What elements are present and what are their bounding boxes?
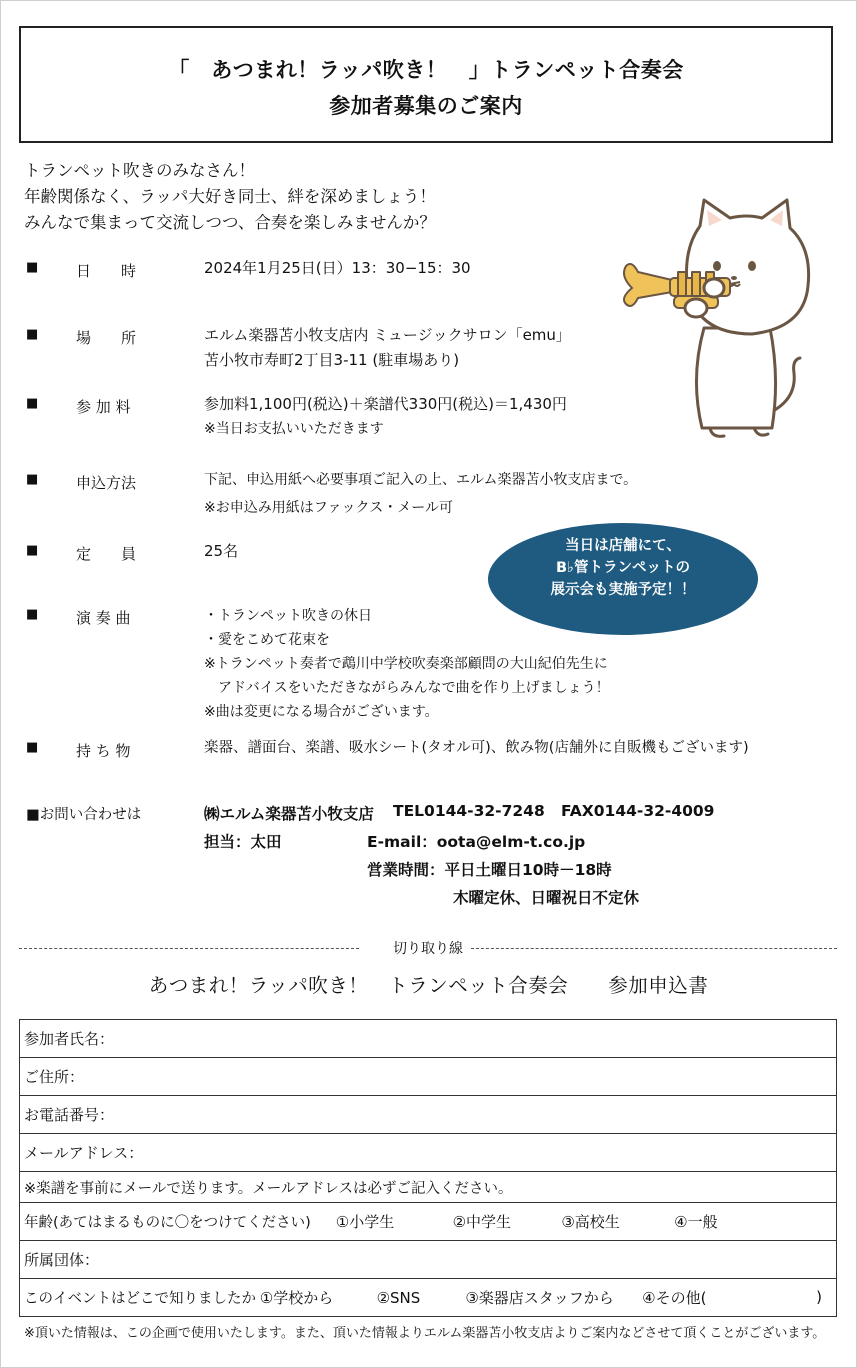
apply-note: ※お申込み用紙はファックス・メール可 — [204, 500, 454, 516]
bullet: ■ — [26, 396, 39, 411]
address-field-label: ご住所： — [24, 1068, 85, 1086]
business-hours: 営業時間：平日土曜日10時－18時 — [367, 861, 612, 879]
callout-line: B♭管トランペットの — [556, 560, 690, 576]
phone-field-label: お電話番号： — [24, 1106, 115, 1124]
source-option[interactable]: ③楽器店スタッフから — [465, 1289, 614, 1307]
bullet: ■ — [26, 607, 39, 622]
contact-label: ■お問い合わせは — [26, 807, 142, 823]
source-field-label: このイベントはどこで知りましたか — [24, 1291, 256, 1307]
source-field[interactable] — [20, 1279, 837, 1317]
page-subtitle: 参加者募集のご案内 — [329, 94, 523, 118]
shop-name: ㈱エルム楽器苫小牧支店 — [204, 805, 374, 823]
fee-label: 参 加 料 — [76, 398, 131, 416]
capacity-label: 定 員 — [76, 545, 137, 563]
tel-number: TEL0144-32-7248 — [393, 802, 545, 820]
pieces-value — [204, 604, 610, 724]
venue-value — [204, 323, 571, 373]
date-label: 日 時 — [76, 262, 137, 280]
fee-value — [204, 392, 567, 442]
name-field[interactable] — [20, 1020, 837, 1058]
address-field[interactable] — [20, 1058, 837, 1096]
phone-field[interactable] — [20, 1096, 837, 1134]
apply-label: 申込方法 — [76, 474, 137, 492]
piece-line: ・愛をこめて花束を — [204, 632, 330, 648]
page-title: 「 あつまれ！ラッパ吹き！ 」トランペット合奏会 — [168, 58, 684, 82]
privacy-footnote: ※頂いた情報は、この企画で使用いたします。また、頂いた情報よりエルム楽器苫小牧支店よりご案内などさせて頂くことがございます。 — [24, 1326, 826, 1341]
cat-trumpet-illustration — [612, 188, 837, 443]
venue-label: 場 所 — [76, 329, 137, 347]
apply-value — [204, 468, 637, 521]
contact-person: 担当：太田 — [204, 833, 282, 851]
source-option[interactable]: ①学校から — [259, 1289, 334, 1307]
bullet: ■ — [26, 543, 39, 558]
form-title: あつまれ！ラッパ吹き！ トランペット合奏会 参加申込書 — [148, 974, 709, 997]
contact-email: E-mail：oota@elm-t.co.jp — [367, 833, 586, 851]
fee-line: 参加料1,100円(税込)＋楽譜代330円(税込)＝1,430円 — [204, 395, 567, 413]
title-box — [19, 26, 833, 143]
age-field-label: 年齢(あてはまるものに〇をつけてください) — [24, 1215, 311, 1231]
callout-line: 展示会も実施予定！！ — [550, 582, 696, 598]
source-option[interactable]: ②SNS — [376, 1289, 421, 1307]
venue-line: 苫小牧市寿町2丁目3-11 (駐車場あり) — [204, 351, 460, 369]
name-field-label: 参加者氏名： — [24, 1030, 115, 1048]
date-value: 2024年1月25日(日）13：30−15：30 — [204, 259, 471, 277]
age-option[interactable]: ④一般 — [674, 1213, 718, 1231]
apply-line: 下記、申込用紙へ必要事項ご記入の上、エルム楽器苫小牧支店まで。 — [204, 472, 638, 488]
age-option[interactable]: ①小学生 — [335, 1213, 395, 1231]
application-form — [19, 1019, 837, 1317]
cut-line-label: 切り取り線 — [387, 941, 469, 957]
fax-number: FAX0144-32-4009 — [561, 802, 715, 820]
closed-days: 木曜定休、日曜祝日不定休 — [453, 889, 640, 907]
bullet: ■ — [26, 260, 39, 275]
email-note-row — [20, 1172, 837, 1203]
bullet: ■ — [26, 740, 39, 755]
email-field-label: メールアドレス： — [24, 1144, 144, 1162]
bring-value: 楽器、譜面台、楽譜、吸水シート(タオル可)、飲み物(店舗外に自販機もございます) — [204, 740, 749, 756]
bring-label: 持 ち 物 — [76, 742, 131, 760]
source-option-close: ) — [816, 1288, 822, 1306]
fee-note: ※当日お支払いいただきます — [204, 421, 384, 437]
piece-note: ※トランペット奏者で鵡川中学校吹奏楽部顧問の大山紀伯先生に — [204, 656, 608, 672]
intro-line: トランペット吹きのみなさん！ — [24, 161, 255, 180]
intro-text — [24, 158, 436, 236]
pieces-label: 演 奏 曲 — [76, 609, 131, 627]
piece-note: アドバイスをいただきながらみんなで曲を作り上げましょう！ — [204, 680, 610, 696]
email-note: ※楽譜を事前にメールで送ります。メールアドレスは必ずご記入ください。 — [24, 1180, 513, 1197]
bullet: ■ — [26, 327, 39, 342]
callout-line: 当日は店舗にて、 — [565, 538, 681, 554]
intro-line: 年齢関係なく、ラッパ大好き同士、絆を深めましょう！ — [24, 187, 436, 206]
age-option[interactable]: ②中学生 — [452, 1213, 512, 1231]
piece-note: ※曲は変更になる場合がございます。 — [204, 704, 439, 720]
piece-line: ・トランペット吹きの休日 — [204, 608, 372, 624]
age-option[interactable]: ③高校生 — [561, 1213, 620, 1231]
source-option[interactable]: ④その他( — [642, 1289, 707, 1307]
group-field-label: 所属団体： — [24, 1251, 100, 1269]
capacity-value: 25名 — [204, 542, 239, 560]
venue-line: エルム楽器苫小牧支店内 ミュージックサロン「emu」 — [204, 326, 571, 344]
bullet: ■ — [26, 472, 39, 487]
age-field[interactable] — [20, 1203, 837, 1241]
group-field[interactable] — [20, 1241, 837, 1279]
intro-line: みんなで集まって交流しつつ、合奏を楽しみませんか？ — [24, 213, 436, 232]
cut-line — [19, 938, 837, 958]
email-field[interactable] — [20, 1134, 837, 1172]
